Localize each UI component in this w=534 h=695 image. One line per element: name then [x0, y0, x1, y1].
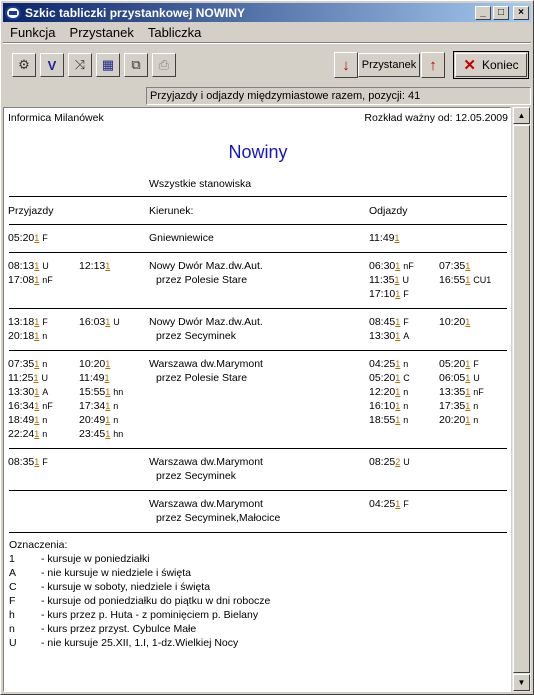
direction-via: przez Secyminek,Małocice	[156, 512, 281, 524]
triangle-down-icon: ▼	[517, 678, 526, 687]
legend-key: A	[9, 567, 17, 579]
divider	[9, 350, 507, 351]
close-x-icon: ✕	[463, 57, 476, 74]
line-number: 2	[395, 457, 401, 467]
line-number: 1	[395, 401, 401, 411]
line-number: 1	[34, 401, 40, 411]
time-markers: n	[42, 331, 48, 341]
scroll-down-button[interactable]	[513, 674, 530, 691]
time-value: 11:49	[369, 232, 395, 244]
line-number: 1	[465, 275, 471, 285]
line-number: 1	[34, 317, 40, 327]
time-markers: U	[473, 373, 480, 383]
legend	[9, 538, 270, 650]
time-entry	[79, 316, 120, 328]
time-value: 22:24	[8, 428, 35, 440]
line-number: 1	[34, 457, 40, 467]
time-markers: F	[42, 233, 48, 243]
arrow-up-icon: ↑	[429, 56, 437, 74]
legend-item	[9, 594, 270, 608]
time-entry	[369, 400, 408, 412]
line-number: 1	[394, 275, 400, 285]
time-entry	[8, 316, 48, 328]
direction-name: Warszawa dw.Marymont	[149, 498, 263, 510]
departures-header: Odjazdy	[369, 205, 408, 217]
time-entry	[439, 372, 480, 384]
direction-name: Warszawa dw.Marymont	[149, 358, 263, 370]
time-markers: F	[403, 499, 409, 509]
prev-stop-button[interactable]	[334, 52, 358, 78]
time-entry	[369, 232, 403, 244]
line-number: 1	[104, 373, 110, 383]
vertical-scrollbar[interactable]	[512, 107, 531, 692]
time-entry	[8, 456, 48, 468]
line-number: 1	[105, 401, 111, 411]
time-markers: A	[42, 387, 49, 397]
time-markers: F	[403, 317, 409, 327]
time-entry	[79, 358, 113, 370]
time-value: 23:45	[79, 428, 106, 440]
time-markers: n	[113, 401, 119, 411]
direction-via: przez Secyminek	[156, 330, 236, 342]
time-markers: F	[42, 457, 48, 467]
triangle-up-icon: ▲	[517, 111, 526, 120]
time-entry	[79, 414, 118, 426]
line-number: 1	[394, 233, 400, 243]
time-entry	[369, 288, 409, 300]
time-value: 13:35	[439, 386, 466, 398]
time-value: 07:35	[439, 260, 466, 272]
time-value: 08:13	[8, 260, 35, 272]
company-name: Informica Milanówek	[8, 112, 104, 124]
legend-item	[9, 622, 270, 636]
time-entry	[439, 386, 484, 398]
time-markers: n	[403, 401, 409, 411]
arrow-down-icon: ↓	[342, 56, 350, 74]
line-number: 1	[34, 359, 40, 369]
legend-text: - nie kursuje w niedziele i święta	[41, 567, 191, 579]
time-entry	[439, 358, 479, 370]
menu-funkcja[interactable]: Funkcja	[10, 24, 56, 40]
legend-key: 1	[9, 553, 15, 565]
time-entry	[369, 260, 414, 272]
legend-key: C	[9, 581, 17, 593]
time-value: 10:20	[439, 316, 466, 328]
time-markers: F	[473, 359, 479, 369]
time-markers: n	[42, 415, 48, 425]
time-value: 12:13	[79, 260, 106, 272]
time-entry	[369, 498, 409, 510]
time-value: 08:45	[369, 316, 396, 328]
legend-item	[9, 580, 270, 594]
divider	[9, 224, 507, 225]
direction-via: przez Polesie Stare	[156, 274, 248, 286]
time-entry	[79, 372, 113, 384]
line-number: 1	[465, 317, 471, 327]
przystanek-label: Przystanek	[358, 53, 420, 77]
platforms-label: Wszystkie stanowiska	[149, 178, 252, 190]
time-entry	[439, 316, 473, 328]
time-value: 04:25	[369, 498, 396, 510]
time-value: 17:08	[8, 274, 35, 286]
scroll-up-button[interactable]	[513, 107, 530, 124]
minimize-button[interactable]: _	[475, 6, 491, 20]
line-number: 1	[465, 359, 471, 369]
line-number: 1	[465, 415, 471, 425]
timetable-preview[interactable]	[3, 107, 511, 692]
line-number: 1	[465, 261, 471, 271]
time-value: 16:55	[439, 274, 466, 286]
copy-icon: ⧉	[131, 57, 141, 72]
divider	[9, 308, 507, 309]
time-entry	[79, 400, 118, 412]
time-markers: U	[402, 275, 410, 285]
divider	[9, 532, 507, 533]
printer-icon: ⎙	[158, 57, 170, 72]
line-number: 1	[105, 415, 111, 425]
status-bar: Przyjazdy i odjazdy międzymiastowe razem, pozycji: 41	[146, 87, 531, 105]
time-value: 20:20	[439, 414, 466, 426]
legend-text: - kurs przez p. Huta - z pominięciem p. Bielany	[41, 609, 259, 621]
time-entry	[8, 400, 53, 412]
valid-from: Rozkład ważny od: 12.05.2009	[364, 112, 508, 124]
menu-separator	[3, 42, 531, 44]
legend-item	[9, 566, 270, 580]
time-markers: U	[403, 457, 410, 467]
time-entry	[369, 414, 408, 426]
legend-item	[9, 636, 270, 650]
line-number: 1	[34, 275, 40, 285]
time-markers: n	[42, 429, 48, 439]
time-markers: n	[403, 359, 409, 369]
divider	[9, 490, 507, 491]
filter-button[interactable]	[40, 53, 64, 77]
stop-name: Nowiny	[228, 142, 288, 162]
time-markers: CU1	[473, 275, 492, 285]
time-entry	[8, 414, 47, 426]
legend-text: - kursuje w soboty, niedziele i święta	[41, 581, 211, 593]
time-value: 06:30	[369, 260, 396, 272]
time-entry	[369, 386, 408, 398]
time-entry	[8, 330, 47, 342]
time-value: 13:30	[8, 386, 35, 398]
time-entry	[8, 232, 48, 244]
line-number: 1	[34, 415, 40, 425]
time-value: 06:05	[439, 372, 466, 384]
time-value: 18:49	[8, 414, 35, 426]
time-markers: n	[403, 387, 409, 397]
time-markers: F	[403, 289, 409, 299]
time-entry	[8, 428, 47, 440]
koniec-button[interactable]	[453, 51, 529, 79]
title-bar[interactable]	[3, 3, 531, 22]
legend-item	[9, 552, 270, 566]
time-markers: U	[42, 261, 49, 271]
time-markers: nF	[403, 261, 414, 271]
time-entry	[8, 274, 53, 286]
menu-tabliczka[interactable]: Tabliczka	[147, 24, 202, 40]
line-number: 1	[34, 387, 40, 397]
time-markers: nF	[42, 275, 53, 285]
line-number: 1	[105, 387, 111, 397]
time-value: 20:18	[8, 330, 35, 342]
divider	[9, 252, 507, 253]
line-number: 1	[105, 317, 111, 327]
legend-key: U	[9, 637, 17, 649]
legend-key: h	[9, 609, 15, 621]
line-number: 1	[395, 499, 401, 509]
time-entry	[8, 358, 47, 370]
gear-document-icon: ⚙	[18, 57, 30, 72]
time-entry	[8, 260, 49, 272]
legend-text: - kurs przez przyst. Cybulce Małe	[41, 623, 197, 635]
line-number: 1	[395, 387, 401, 397]
divider	[9, 448, 507, 449]
legend-title: Oznaczenia:	[9, 539, 68, 551]
line-number: 1	[34, 261, 40, 271]
print-button[interactable]	[152, 53, 176, 77]
time-entry	[8, 386, 48, 398]
stop-properties-button[interactable]	[12, 53, 36, 77]
time-markers: F	[42, 317, 48, 327]
legend-item	[9, 608, 270, 622]
direction-name: Gniewniewice	[149, 232, 214, 244]
time-value: 08:35	[8, 456, 35, 468]
shuffle-icon: ⤨	[74, 57, 86, 72]
legend-text: - kursuje od poniedziałku do piątku w dni robocze	[41, 595, 271, 607]
time-markers: n	[42, 359, 48, 369]
time-entry	[369, 358, 408, 370]
line-number: 1	[34, 331, 40, 341]
table-icon: ▦	[101, 57, 115, 72]
time-value: 08:25	[369, 456, 396, 468]
time-markers: hn	[113, 429, 124, 439]
time-entry	[369, 330, 409, 342]
time-value: 05:20	[439, 358, 466, 370]
time-value: 15:55	[79, 386, 106, 398]
time-value: 11:49	[79, 372, 105, 384]
time-entry	[369, 456, 410, 468]
time-value: 13:18	[8, 316, 35, 328]
time-value: 16:34	[8, 400, 35, 412]
time-value: 10:20	[79, 358, 106, 370]
time-entry	[439, 260, 473, 272]
time-value: 07:35	[8, 358, 35, 370]
legend-key: F	[9, 595, 16, 607]
line-number: 1	[395, 359, 401, 369]
bus-app-icon[interactable]	[5, 6, 21, 20]
direction-header: Kierunek:	[149, 205, 194, 217]
time-markers: A	[403, 331, 410, 341]
table-button[interactable]	[96, 53, 120, 77]
time-entry	[8, 372, 48, 384]
line-number: 1	[465, 387, 471, 397]
time-value: 16:03	[79, 316, 106, 328]
line-number: 1	[395, 331, 401, 341]
next-stop-button[interactable]	[421, 52, 445, 78]
line-number: 1	[105, 429, 111, 439]
direction-via: przez Polesie Stare	[156, 372, 248, 384]
time-value: 17:34	[79, 400, 106, 412]
time-entry	[439, 414, 478, 426]
time-entry	[439, 400, 478, 412]
time-entry	[369, 372, 410, 384]
time-value: 05:20	[8, 232, 35, 244]
filter-v-icon: V	[47, 57, 57, 73]
direction-via: przez Secyminek	[156, 470, 236, 482]
time-value: 12:20	[369, 386, 396, 398]
legend-key: n	[9, 623, 15, 635]
line-number: 1	[395, 415, 401, 425]
time-value: 20:49	[79, 414, 106, 426]
time-value: 11:35	[369, 274, 395, 286]
divider	[9, 196, 507, 197]
legend-text: - kursuje w poniedziałki	[41, 553, 150, 565]
line-number: 1	[105, 261, 111, 271]
toolbar	[3, 45, 531, 85]
line-number: 1	[395, 289, 401, 299]
window-title: Szkic tabliczki przystankowej NOWINY	[25, 5, 246, 20]
line-number: 1	[395, 317, 401, 327]
koniec-label: Koniec	[481, 58, 519, 72]
time-markers: nF	[473, 387, 484, 397]
direction-name: Nowy Dwór Maz.dw.Aut.	[149, 316, 263, 328]
menu-przystanek[interactable]: Przystanek	[69, 24, 134, 40]
time-markers: n	[403, 415, 409, 425]
time-value: 16:10	[369, 400, 396, 412]
menu-bar	[3, 23, 531, 41]
direction-name: Nowy Dwór Maz.dw.Aut.	[149, 260, 263, 272]
legend-text: - nie kursuje 25.XII, 1.I, 1-dz.Wielkiej Nocy	[41, 637, 239, 649]
time-entry	[79, 260, 113, 272]
line-number: 1	[34, 429, 40, 439]
time-value: 04:25	[369, 358, 396, 370]
time-entry	[369, 274, 409, 286]
time-markers: hn	[113, 387, 124, 397]
time-value: 11:25	[8, 372, 34, 384]
time-value: 17:35	[439, 400, 466, 412]
time-entry	[439, 274, 491, 286]
line-number: 1	[465, 401, 471, 411]
time-entry	[79, 428, 123, 440]
maximize-button[interactable]: □	[493, 6, 509, 20]
time-value: 18:55	[369, 414, 396, 426]
time-markers: U	[113, 317, 120, 327]
line-number: 1	[34, 233, 40, 243]
line-number: 1	[33, 373, 39, 383]
line-number: 1	[395, 261, 401, 271]
shuffle-button[interactable]	[68, 53, 92, 77]
time-markers: nF	[42, 401, 53, 411]
time-value: 05:20	[369, 372, 396, 384]
line-number: 1	[105, 359, 111, 369]
time-markers: U	[41, 373, 49, 383]
line-number: 1	[395, 373, 401, 383]
line-number: 1	[465, 373, 471, 383]
time-markers: n	[113, 415, 119, 425]
time-value: 17:10	[369, 288, 396, 300]
close-button[interactable]: ×	[513, 6, 529, 20]
time-markers: n	[473, 415, 479, 425]
time-markers: C	[403, 373, 410, 383]
time-entry	[79, 386, 123, 398]
arrivals-header: Przyjazdy	[8, 205, 54, 217]
time-entry	[369, 316, 409, 328]
time-markers: n	[473, 401, 479, 411]
time-value: 13:30	[369, 330, 396, 342]
direction-name: Warszawa dw.Marymont	[149, 456, 263, 468]
scroll-thumb[interactable]	[513, 125, 530, 673]
copy-button[interactable]	[124, 53, 148, 77]
